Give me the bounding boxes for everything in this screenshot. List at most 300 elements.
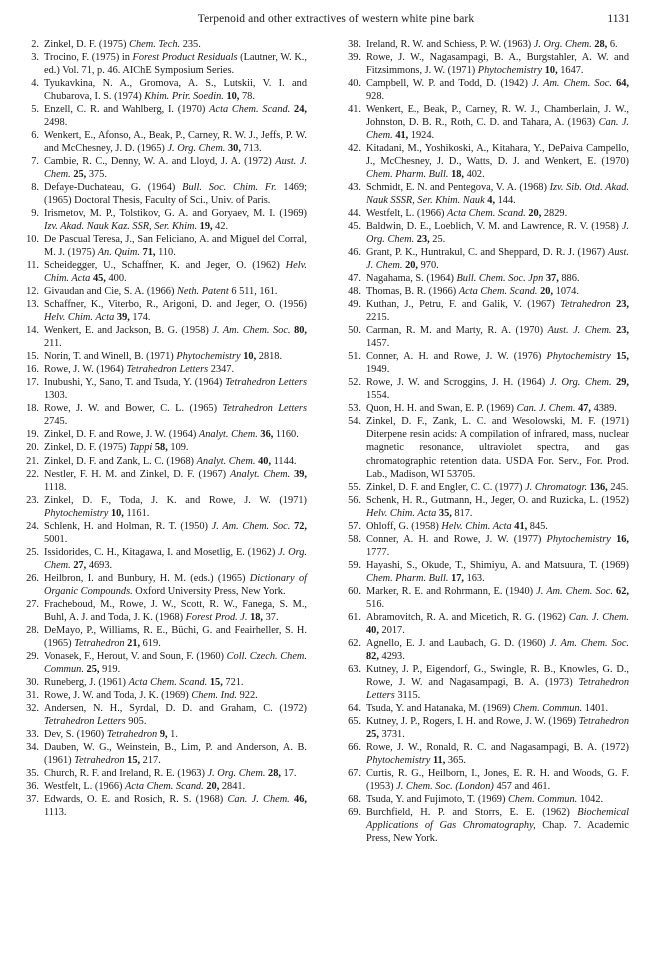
reference-text [44,793,307,819]
reference-number: 57. [348,520,361,532]
citation-text: Zinkel, D. F. (1975) [44,39,130,50]
reference-text [44,402,307,428]
citation-text: Tsuda, Y. and Hatanaka, M. (1969) [366,702,513,714]
reference-text [44,780,307,793]
reference-number: 69. [348,806,361,818]
journal-title: Izv. Sib. Otd. Akad. Nauk SSSR, Ser. Khim. Nauk [366,182,629,207]
reference-number: 62. [348,637,361,649]
citation-text: 1113. [44,806,67,818]
reference-number: 48. [348,286,361,298]
reference-number: 64. [348,702,361,714]
journal-title: Neth. Patent [177,286,229,298]
journal-title: Chem. Commun. [512,702,583,714]
citation-text: 1777. [366,546,390,558]
reference-text [44,468,307,494]
citation-text: 928. [366,91,385,103]
citation-text: 25. [429,234,446,246]
volume-number: 41, [514,520,528,532]
reference-item [22,233,307,259]
reference-number: 49. [348,299,361,311]
citation-text: Tyukavkina, N. A., Gromova, A. S., Lutskii, V. I. and Chubarova, I. S. (1974) [44,78,307,103]
reference-number: 43. [348,182,361,194]
reference-item [344,663,629,702]
reference-text [366,285,629,298]
citation-text: 4693. [86,559,113,571]
reference-item [22,350,307,363]
volume-number: 46, [294,793,307,805]
journal-title: Chem. Commun. [507,793,578,805]
journal-title: J. Org. Chem. [44,546,307,571]
reference-text [44,520,307,546]
citation-text: Nagahama, S. (1964) [366,273,457,285]
reference-item [22,285,307,298]
reference-text [44,298,307,324]
reference-text [44,259,307,285]
reference-item [344,533,629,559]
reference-item [344,181,629,207]
journal-title: Acta Chem. Scand. [128,676,208,688]
reference-item [344,207,629,220]
citation-text: Westfelt, L. (1966) [366,208,448,220]
reference-text [44,689,307,702]
citation-text: 37. [263,611,279,623]
volume-number: 40, [366,624,379,636]
journal-title: Izv. Akad. Nauk Kaz. SSR, Ser. Khim. [44,221,198,233]
citation-text: Church, R. F. and Ireland, R. E. (1963) [44,767,208,779]
citation-text: 1160. [273,429,299,441]
references-left-column [22,38,307,819]
volume-number: 10, [226,91,240,103]
citation-text: 1554. [366,390,390,402]
citation-text: Quon, H. H. and Swan, E. P. (1969) [366,403,517,415]
volume-number: 10, [243,351,257,363]
journal-title: Tetrahedron Letters [366,676,629,701]
reference-text [44,676,307,689]
reference-item [22,702,307,728]
reference-number: 3. [31,52,39,64]
citation-text: 1118. [44,481,67,493]
reference-item [22,77,307,103]
volume-number: 15, [616,351,629,363]
reference-number: 9. [31,208,39,220]
citation-text: DeMayo, P., Williams, R. E., Büchi, G. and Feairheller, S. H. (1965) [44,624,307,649]
journal-title: J. Chromatogr. [525,481,588,493]
reference-item [22,520,307,546]
volume-number: 15, [209,676,223,688]
reference-text [44,598,307,624]
citation-text: 4293. [378,650,405,662]
reference-item [22,129,307,155]
reference-item [22,428,307,441]
reference-item [22,298,307,324]
volume-number: 25, [86,663,100,675]
reference-item [344,350,629,376]
volume-number: 17, [451,572,464,584]
reference-number: 60. [348,585,361,597]
journal-title: J. Am. Chem. Soc. [549,637,629,649]
reference-item [344,103,629,142]
volume-number: 10, [110,507,124,519]
journal-title: J. Org. Chem. [366,221,629,246]
reference-number: 45. [348,221,361,233]
reference-number: 42. [348,143,361,155]
citation-text: Zinkel, D. F. and Rowe, J. W. (1964) [44,429,199,441]
reference-text [44,51,307,77]
citation-text: 721. [222,676,244,688]
citation-text: 174. [129,312,151,324]
journal-title: Chem. Tech. [129,39,181,50]
volume-number: 10, [544,65,558,77]
reference-number: 44. [348,208,361,220]
reference-number: 5. [31,104,39,116]
citation-text: 922. [237,689,258,701]
reference-text [44,650,307,676]
reference-item [22,689,307,702]
citation-text: 2818. [256,351,283,363]
reference-number: 24. [26,520,39,532]
reference-text [366,38,629,51]
citation-text: 516. [366,598,385,610]
citation-text: Carman, R. M. and Marty, R. A. (1970) [366,325,548,337]
reference-text [366,637,629,663]
volume-number: 23, [616,325,629,337]
reference-number: 68. [348,793,361,805]
reference-number: 34. [26,741,39,753]
volume-number: 24, [294,104,307,116]
reference-item [344,272,629,285]
volume-number: 28, [268,767,281,779]
journal-title: Acta Chem. Scand. [447,208,526,220]
reference-text [366,77,629,103]
citation-text: Rowe, J. W. and Bower, C. L. (1965) [44,403,223,415]
volume-number: 58, [154,442,168,454]
volume-number: 20, [405,260,419,272]
citation-text: 2017. [378,624,405,636]
citation-text: 1042. [577,793,604,805]
journal-title: J. Am. Chem. Soc. [212,325,291,337]
journal-title: Chem. Pharm. Bull. [366,169,449,181]
reference-text [44,155,307,181]
citation-text: 2347. [208,364,235,376]
reference-number: 12. [26,286,39,298]
citation-text: Dev, S. (1960) [44,728,107,740]
citation-text: Thomas, B. R. (1966) [366,286,459,298]
reference-number: 51. [348,351,361,363]
journal-title: Tetrahedron Letters [126,364,209,376]
reference-number: 10. [26,234,39,246]
citation-text: Ohloff, G. (1958) [366,520,442,532]
citation-text: 2841. [219,780,246,792]
reference-number: 31. [26,689,39,701]
reference-text [44,702,307,728]
reference-text [366,272,629,285]
reference-item [22,259,307,285]
volume-number: 20, [540,286,554,298]
journal-title: Tappi [129,442,153,454]
reference-item [22,155,307,181]
citation-text: 17. [280,767,297,779]
volume-number: 18, [250,611,264,623]
reference-text [366,702,629,715]
journal-title: J. Am. Chem. Soc. [532,78,612,90]
citation-text: Enzell, C. R. and Wahlberg, I. (1970) [44,104,210,116]
volume-number: 25, [366,728,379,740]
journal-title: Bull. Soc. Chim. Fr. [182,182,277,194]
citation-text: Scheidegger, U., Schaffner, K. and Jeger, O. (1962) [44,260,286,272]
journal-title: Can. J. Chem. [227,793,290,805]
citation-text: Fracheboud, M., Rowe, J. W., Scott, R. W., Fanega, S. M., Buhl, A. J. and Toda, J. K. (1968) [44,598,307,623]
volume-number: 41, [395,130,409,142]
journal-title: Aust. J. Chem. [547,325,612,337]
reference-item [22,103,307,129]
journal-title: Dictionary of Organic Compounds. [44,572,307,597]
citation-text: Chap. 7. Academic Press, New York. [366,819,630,844]
reference-text [44,129,307,155]
citation-text: Edwards, O. E. and Rosich, R. S. (1968) [44,793,228,805]
reference-number: 14. [26,325,39,337]
reference-text [366,793,629,806]
citation-text: Wenkert, E. and Jackson, B. G. (1958) [44,325,213,337]
journal-title: Aust. J. Chem. [44,156,307,181]
volume-number: 136, [589,481,608,493]
reference-number: 20. [26,442,39,454]
citation-text: 144. [495,195,516,207]
reference-text [44,441,307,454]
reference-text [366,298,629,324]
reference-text [366,585,629,611]
volume-number: 9, [159,728,168,740]
reference-item [344,793,629,806]
journal-title: Can. J. Chem. [366,117,629,142]
reference-item [344,402,629,415]
citation-text: 845. [527,520,548,532]
citation-text: Burchfield, H. P. and Storrs, E. E. (1962) [366,806,578,818]
citation-text: 110. [155,247,176,259]
reference-text [366,520,629,533]
citation-text: 402. [464,169,485,181]
reference-number: 67. [348,767,361,779]
citation-text: 211. [44,338,62,350]
citation-text: Zinkel, D. F., Toda, J. K. and Rowe, J. W. (1971) [44,494,307,506]
journal-title: Forest Prod. J. [185,611,248,623]
reference-number: 26. [26,572,39,584]
reference-number: 23. [26,494,39,506]
reference-text [44,455,307,468]
reference-text [44,233,307,259]
reference-number: 66. [348,741,361,753]
citation-text: 109. [167,442,189,454]
citation-text: Schlenk, H. and Holman, R. T. (1950) [44,520,212,532]
citation-text: 217. [140,754,161,766]
citation-text: 400. [105,273,127,285]
reference-text [44,350,307,363]
reference-item [344,415,629,480]
reference-number: 54. [348,416,361,428]
reference-text [366,767,629,793]
citation-text: 2498. [44,117,68,129]
reference-item [22,51,307,77]
reference-item [22,572,307,598]
citation-text: Westfelt, L. (1966) [44,780,126,792]
reference-item [22,767,307,780]
journal-title: J. Org. Chem. [549,377,612,389]
volume-number: 20, [528,208,542,220]
reference-item [344,520,629,533]
volume-number: 21, [127,637,141,649]
journal-title: Phytochemistry [477,65,543,77]
citation-text: Grant, P. K., Huntrakul, C. and Sheppard, D. R. J. (1967) [366,247,609,259]
reference-number: 52. [348,377,361,389]
citation-text: Wenkert, E., Afonso, A., Beak, P., Carney, R. W. J., Jeffs, P. W. and McChesney, J. D. (1965) [44,130,307,155]
reference-item [22,207,307,233]
reference-item [344,611,629,637]
volume-number: 82, [366,650,379,662]
journal-title: Helv. Chim. Acta [44,312,115,324]
reference-item [22,455,307,468]
reference-text [366,402,629,415]
volume-number: 40, [258,455,272,467]
citation-text: Ireland, R. W. and Schiess, P. W. (1963) [366,39,534,50]
citation-text: Heilbron, I. and Bunbury, H. M. (eds.) (1965) [44,572,250,584]
volume-number: 64, [616,78,629,90]
reference-number: 11. [26,260,39,272]
reference-text [366,207,629,220]
reference-text [366,715,629,741]
citation-text: (Lautner, W. K., ed.) Vol. 71, p. 46. AIChE Symposium Series. [44,52,307,77]
citation-text: 6. [607,39,618,50]
reference-number: 32. [26,702,39,714]
reference-number: 47. [348,273,361,285]
citation-text: 6 511, 161. [228,286,278,298]
reference-text [44,181,307,207]
journal-title: Coll. Czech. Chem. Commun. [44,650,307,675]
reference-text [44,38,307,51]
reference-text [44,546,307,572]
citation-text: 3731. [378,728,405,740]
reference-item [22,494,307,520]
reference-item [344,298,629,324]
citation-text: Kutney, J. P., Rogers, I. H. and Rowe, J. W. (1969) [366,715,579,727]
reference-number: 7. [31,156,39,168]
citation-text: 886. [558,273,580,285]
citation-text: Baldwin, D. E., Loeblich, V. M. and Lawrence, R. V. (1958) [366,221,622,233]
reference-text [44,363,307,376]
citation-text: 3115. [394,689,421,701]
citation-text: 905. [125,715,147,727]
citation-text: Schenk, H. R., Gutmann, H., Jeger, O. and Ruzicka, L. (1952) [366,494,629,506]
volume-number: 39, [116,312,130,324]
volume-number: 29, [616,377,630,389]
citation-text: Givaudan and Cie, S. A. (1966) [44,286,178,298]
reference-item [344,77,629,103]
reference-text [44,728,307,741]
reference-number: 15. [26,351,39,363]
volume-number: 80, [294,325,307,337]
citation-text: Cambie, R. C., Denny, W. A. and Lloyd, J. A. (1972) [44,156,276,168]
citation-text: Nestler, F. H. M. and Zinkel, D. F. (1967) [44,468,230,480]
reference-text [44,494,307,520]
journal-title: Can. J. Chem. [516,403,576,415]
volume-number: 62, [616,585,629,597]
citation-text: 1074. [553,286,579,298]
journal-title: Biochemical Applications of Gas Chromatography, [366,806,629,831]
reference-text [44,103,307,129]
citation-text: Dauben, W. G., Weinstein, B., Lim, P. and Anderson, A. B. (1961) [44,741,307,766]
citation-text: Runeberg, J. (1961) [44,676,129,688]
reference-text [366,246,629,272]
journal-title: Tetrahedron Letters [222,403,307,415]
reference-text [366,611,629,637]
reference-number: 65. [348,715,361,727]
volume-number: 37, [545,273,559,285]
journal-title: Phytochemistry [176,351,241,363]
citation-text: 235. [180,39,201,50]
reference-item [344,324,629,350]
citation-text: 375. [86,169,107,181]
volume-number: 11, [432,754,446,766]
journal-title: Phytochemistry [546,533,611,545]
reference-item [22,741,307,767]
reference-number: 29. [26,650,39,662]
volume-number: 16, [616,533,629,545]
reference-text [44,741,307,767]
citation-text: Marker, R. E. and Rohrmann, E. (1940) [366,585,537,597]
reference-text [44,376,307,402]
reference-item [344,494,629,520]
volume-number: 36, [260,429,274,441]
journal-title: Can. J. Chem. [568,611,629,623]
reference-item [344,715,629,741]
reference-item [344,741,629,767]
reference-number: 21. [26,455,39,467]
reference-number: 41. [348,104,361,116]
reference-number: 27. [26,598,39,610]
reference-number: 55. [348,481,361,493]
citation-text: Vonasek, F., Herout, V. and Soun, F. (1960) [44,650,227,662]
citation-text: Irismetov, M. P., Tolstikov, G. A. and Goryaev, M. I. (1969) [44,208,307,220]
reference-text [366,415,629,480]
citation-text: 1949. [366,364,390,376]
journal-title: Helv. Chim. Acta [44,260,307,285]
journal-title: An. Quim. [97,247,140,259]
reference-number: 56. [348,494,361,506]
reference-text [44,428,307,441]
journal-title: Tetrahedron [74,754,125,766]
journal-title: Tetrahedron [578,715,629,727]
reference-number: 25. [26,546,39,558]
reference-number: 61. [348,611,361,623]
reference-item [344,285,629,298]
reference-number: 19. [26,429,39,441]
citation-text: 163. [464,572,485,584]
citation-text: 1469; (1965) Doctoral Thesis, Faculty of Sci., Univ. of Paris. [44,182,307,207]
reference-item [22,441,307,454]
citation-text: 5001. [44,533,68,545]
reference-number: 16. [26,364,39,376]
citation-text: 2745. [44,416,68,428]
citation-text: Zinkel, D. F., Zank, L. C. and Wesolowski, M. F. (1971) Diterpene resin acids: A compilation of infrared, mass, nuclear magnetic resonance, ultraviolet spectra, and gas chromatographic retention data. USDA For. Serv., For. Prod. Lab., Madison, WI 53705. [366,416,629,480]
citation-text: 42. [212,221,229,233]
citation-text: 713. [240,143,262,155]
citation-text: Curtis, R. G., Heilborn, I., Jones, E. R. H. and Woods, G. F. (1953) [366,767,629,792]
reference-number: 36. [26,780,39,792]
reference-text [366,663,629,702]
reference-text [366,181,629,207]
citation-text: Tsuda, Y. and Fujimoto, T. (1969) [366,793,508,805]
citation-text: Conner, A. H. and Rowe, J. W. (1976) [366,351,547,363]
reference-item [344,585,629,611]
reference-text [366,481,629,494]
